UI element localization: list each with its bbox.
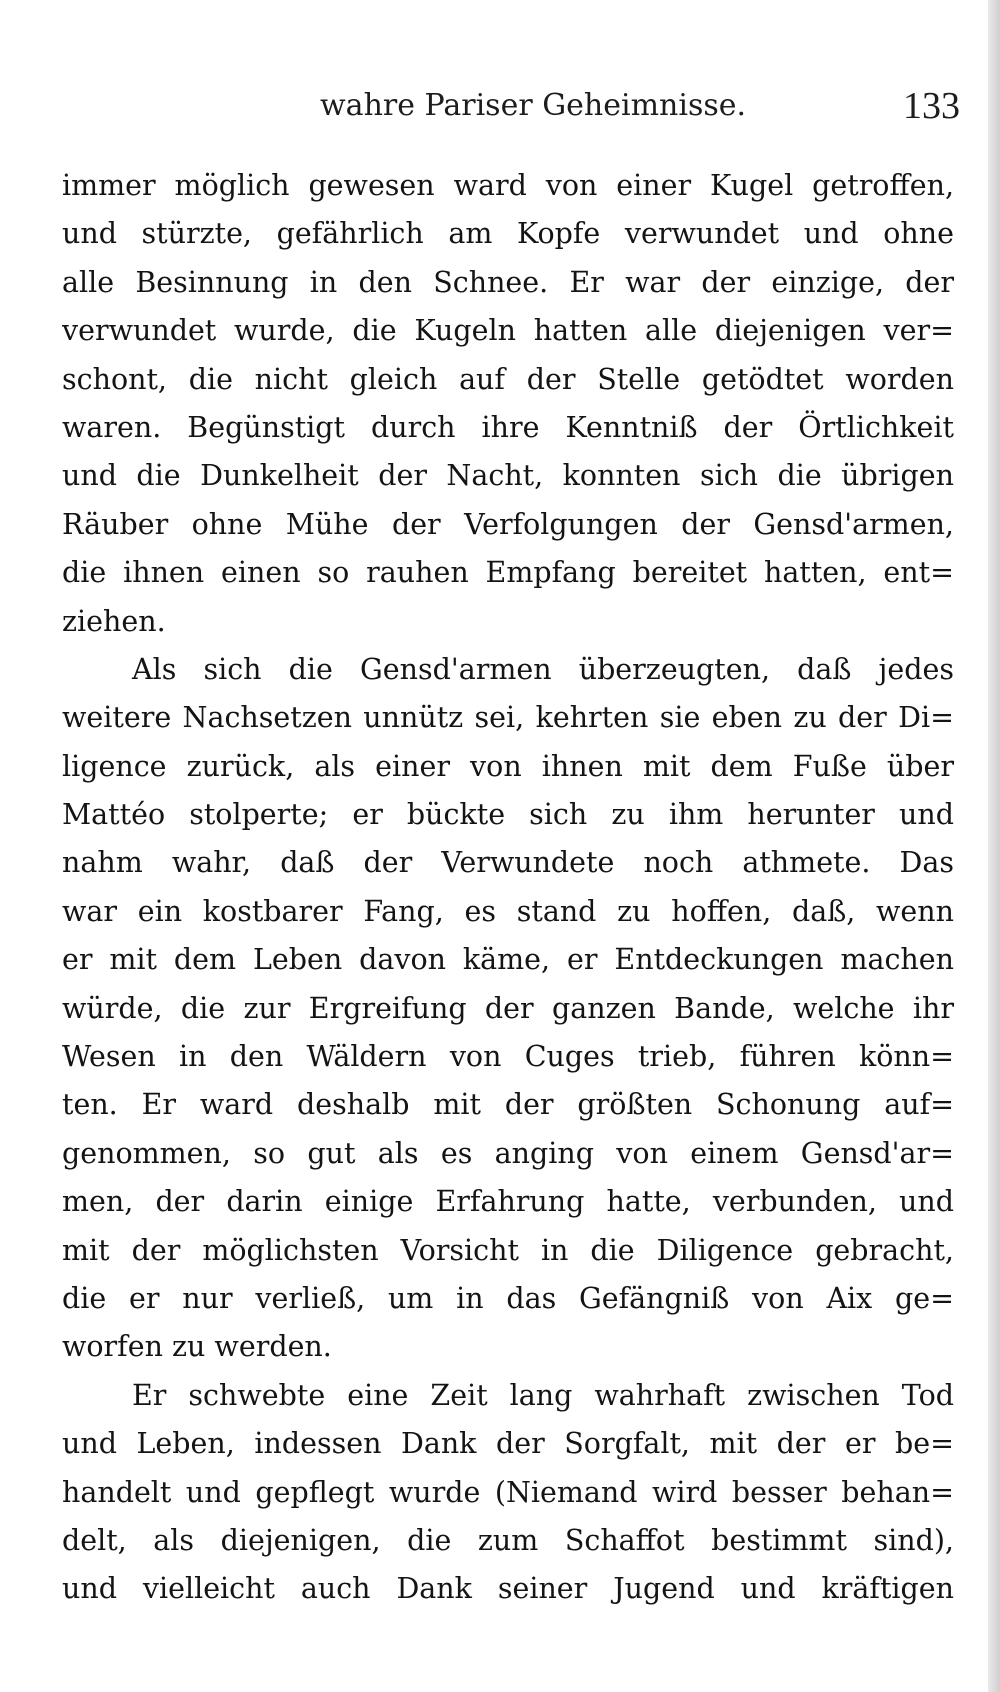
text-line: delt, als diejenigen, die zum Schaffot bestimmt sind), [62,1523,954,1557]
text-line: immer möglich gewesen ward von einer Kugel getroffen, [62,169,954,202]
text-line: waren. Begünstigt durch ihre Kenntniß der Örtlichkeit [62,410,954,444]
text-line: schont, die nicht gleich auf der Stelle getödtet worden [62,362,954,396]
text-line: ligence zurück, als einer von ihnen mit dem Fuße über [62,749,954,783]
text-line: men, der darin einige Erfahrung hatte, verbunden, und [62,1185,954,1219]
running-title: wahre Pariser Geheimnisse. [320,88,747,123]
text-line: würde, die zur Ergreifung der ganzen Bande, welche ihr [62,991,954,1025]
text-line: war ein kostbarer Fang, es stand zu hoffen, daß, wenn [62,894,954,928]
text-line: und die Dunkelheit der Nacht, konnten sich die übrigen [62,459,954,493]
text-line: Mattéo stolperte; er bückte sich zu ihm herunter und [62,798,954,832]
body-text [62,162,954,1614]
text-line: nahm wahr, daß der Verwundete noch athmete. Das [62,846,954,880]
page-header [60,84,960,134]
page-edge-shadow [988,0,1000,1692]
text-line: Wesen in den Wäldern von Cuges trieb, führen könn= [62,1040,954,1074]
text-line: die ihnen einen so rauhen Empfang bereitet hatten, ent= [62,556,954,590]
text-line: handelt und gepflegt wurde (Niemand wird besser behan= [62,1475,954,1509]
text-line: mit der möglichsten Vorsicht in die Diligence gebracht, [62,1233,954,1267]
text-line: alle Besinnung in den Schnee. Er war der einzige, der [62,265,954,299]
text-line: er mit dem Leben davon käme, er Entdeckungen machen [62,943,954,977]
text-line: ten. Er ward deshalb mit der größten Schonung auf= [62,1088,954,1122]
text-line: Er schwebte eine Zeit lang wahrhaft zwischen Tod [132,1378,954,1412]
text-line: worfen zu werden. [62,1330,332,1364]
text-line: und vielleicht auch Dank seiner Jugend und kräftigen [62,1572,954,1606]
text-line: verwundet wurde, die Kugeln hatten alle diejenigen ver= [62,314,954,348]
text-line: die er nur verließ, um in das Gefängniß von Aix ge= [62,1281,954,1315]
text-line: genommen, so gut als es anging von einem Gensd'ar= [62,1136,954,1170]
text-line: ziehen. [62,604,166,638]
text-line: und stürzte, gefährlich am Kopfe verwundet und ohne [62,217,954,251]
text-line: und Leben, indessen Dank der Sorgfalt, mit der er be= [62,1427,954,1461]
page-number: 133 [903,85,960,127]
text-line: Räuber ohne Mühe der Verfolgungen der Gensd'armen, [62,507,954,541]
text-line: Als sich die Gensd'armen überzeugten, daß jedes [132,652,954,686]
text-line: weitere Nachsetzen unnütz sei, kehrten sie eben zu der Di= [62,701,954,735]
